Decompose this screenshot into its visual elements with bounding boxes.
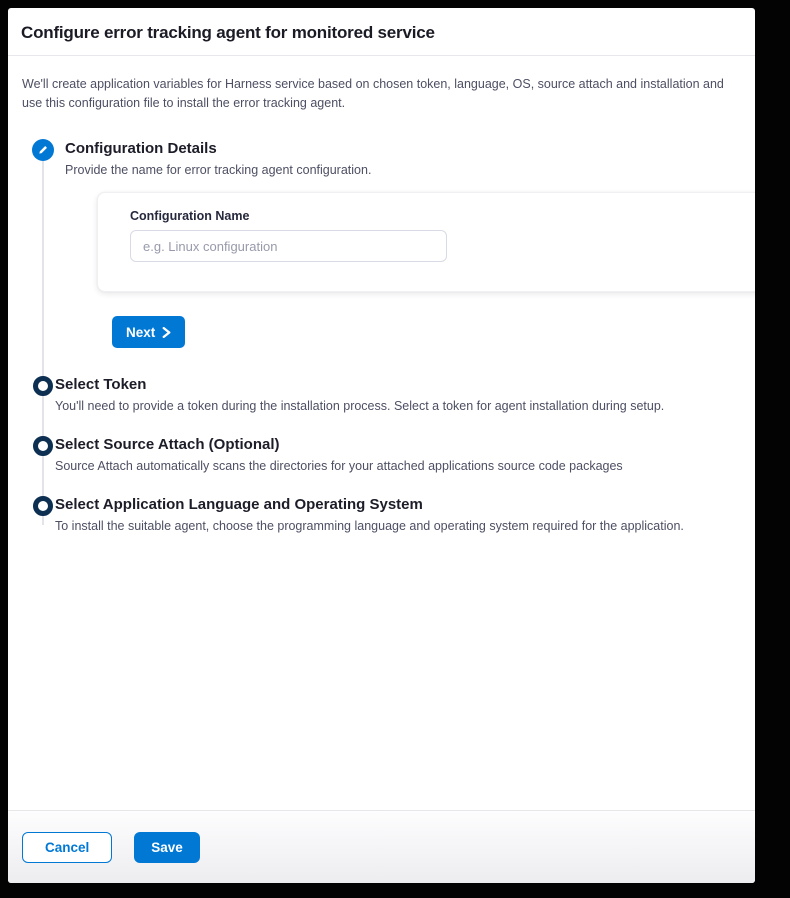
step-configuration-details [24, 139, 755, 375]
step-select-source-attach [24, 435, 755, 474]
ring-circle-icon [33, 436, 53, 456]
dialog-footer [8, 810, 755, 883]
step-description: Provide the name for error tracking agent configuration. [65, 163, 372, 177]
dialog-header [8, 8, 755, 55]
step-title: Select Application Language and Operating System [55, 496, 423, 513]
save-button[interactable]: Save [134, 832, 200, 863]
step-title: Select Token [55, 376, 147, 393]
ring-circle-icon [33, 496, 53, 516]
pencil-icon [32, 139, 54, 161]
dialog-intro-text: We'll create application variables for Harness service based on chosen token, language, OS, source attach and installation and use this configuration file to install the error tracking agent. [22, 77, 724, 110]
setup-wizard [24, 139, 755, 534]
next-button-label: Next [126, 324, 156, 340]
dialog-title: Configure error tracking agent for monitored service [21, 23, 435, 42]
header-divider [8, 55, 755, 56]
configuration-name-card [97, 192, 755, 292]
step-description: You'll need to provide a token during the installation process. Select a token for agent installation during setup. [55, 399, 665, 413]
step-description: To install the suitable agent, choose the programming language and operating system required for the application. [55, 519, 684, 533]
step-title: Configuration Details [65, 140, 217, 157]
cancel-button[interactable]: Cancel [22, 832, 112, 863]
step-select-token [24, 375, 755, 414]
step-description: Source Attach automatically scans the directories for your attached applications source code packages [55, 459, 623, 473]
configuration-name-label: Configuration Name [130, 209, 250, 223]
step-title: Select Source Attach (Optional) [55, 436, 280, 453]
chevron-right-icon [162, 327, 171, 338]
next-button[interactable] [112, 316, 185, 348]
configure-agent-dialog [8, 8, 755, 883]
configuration-name-input[interactable] [130, 230, 447, 262]
step-select-language-os [24, 495, 755, 534]
ring-circle-icon [33, 376, 53, 396]
